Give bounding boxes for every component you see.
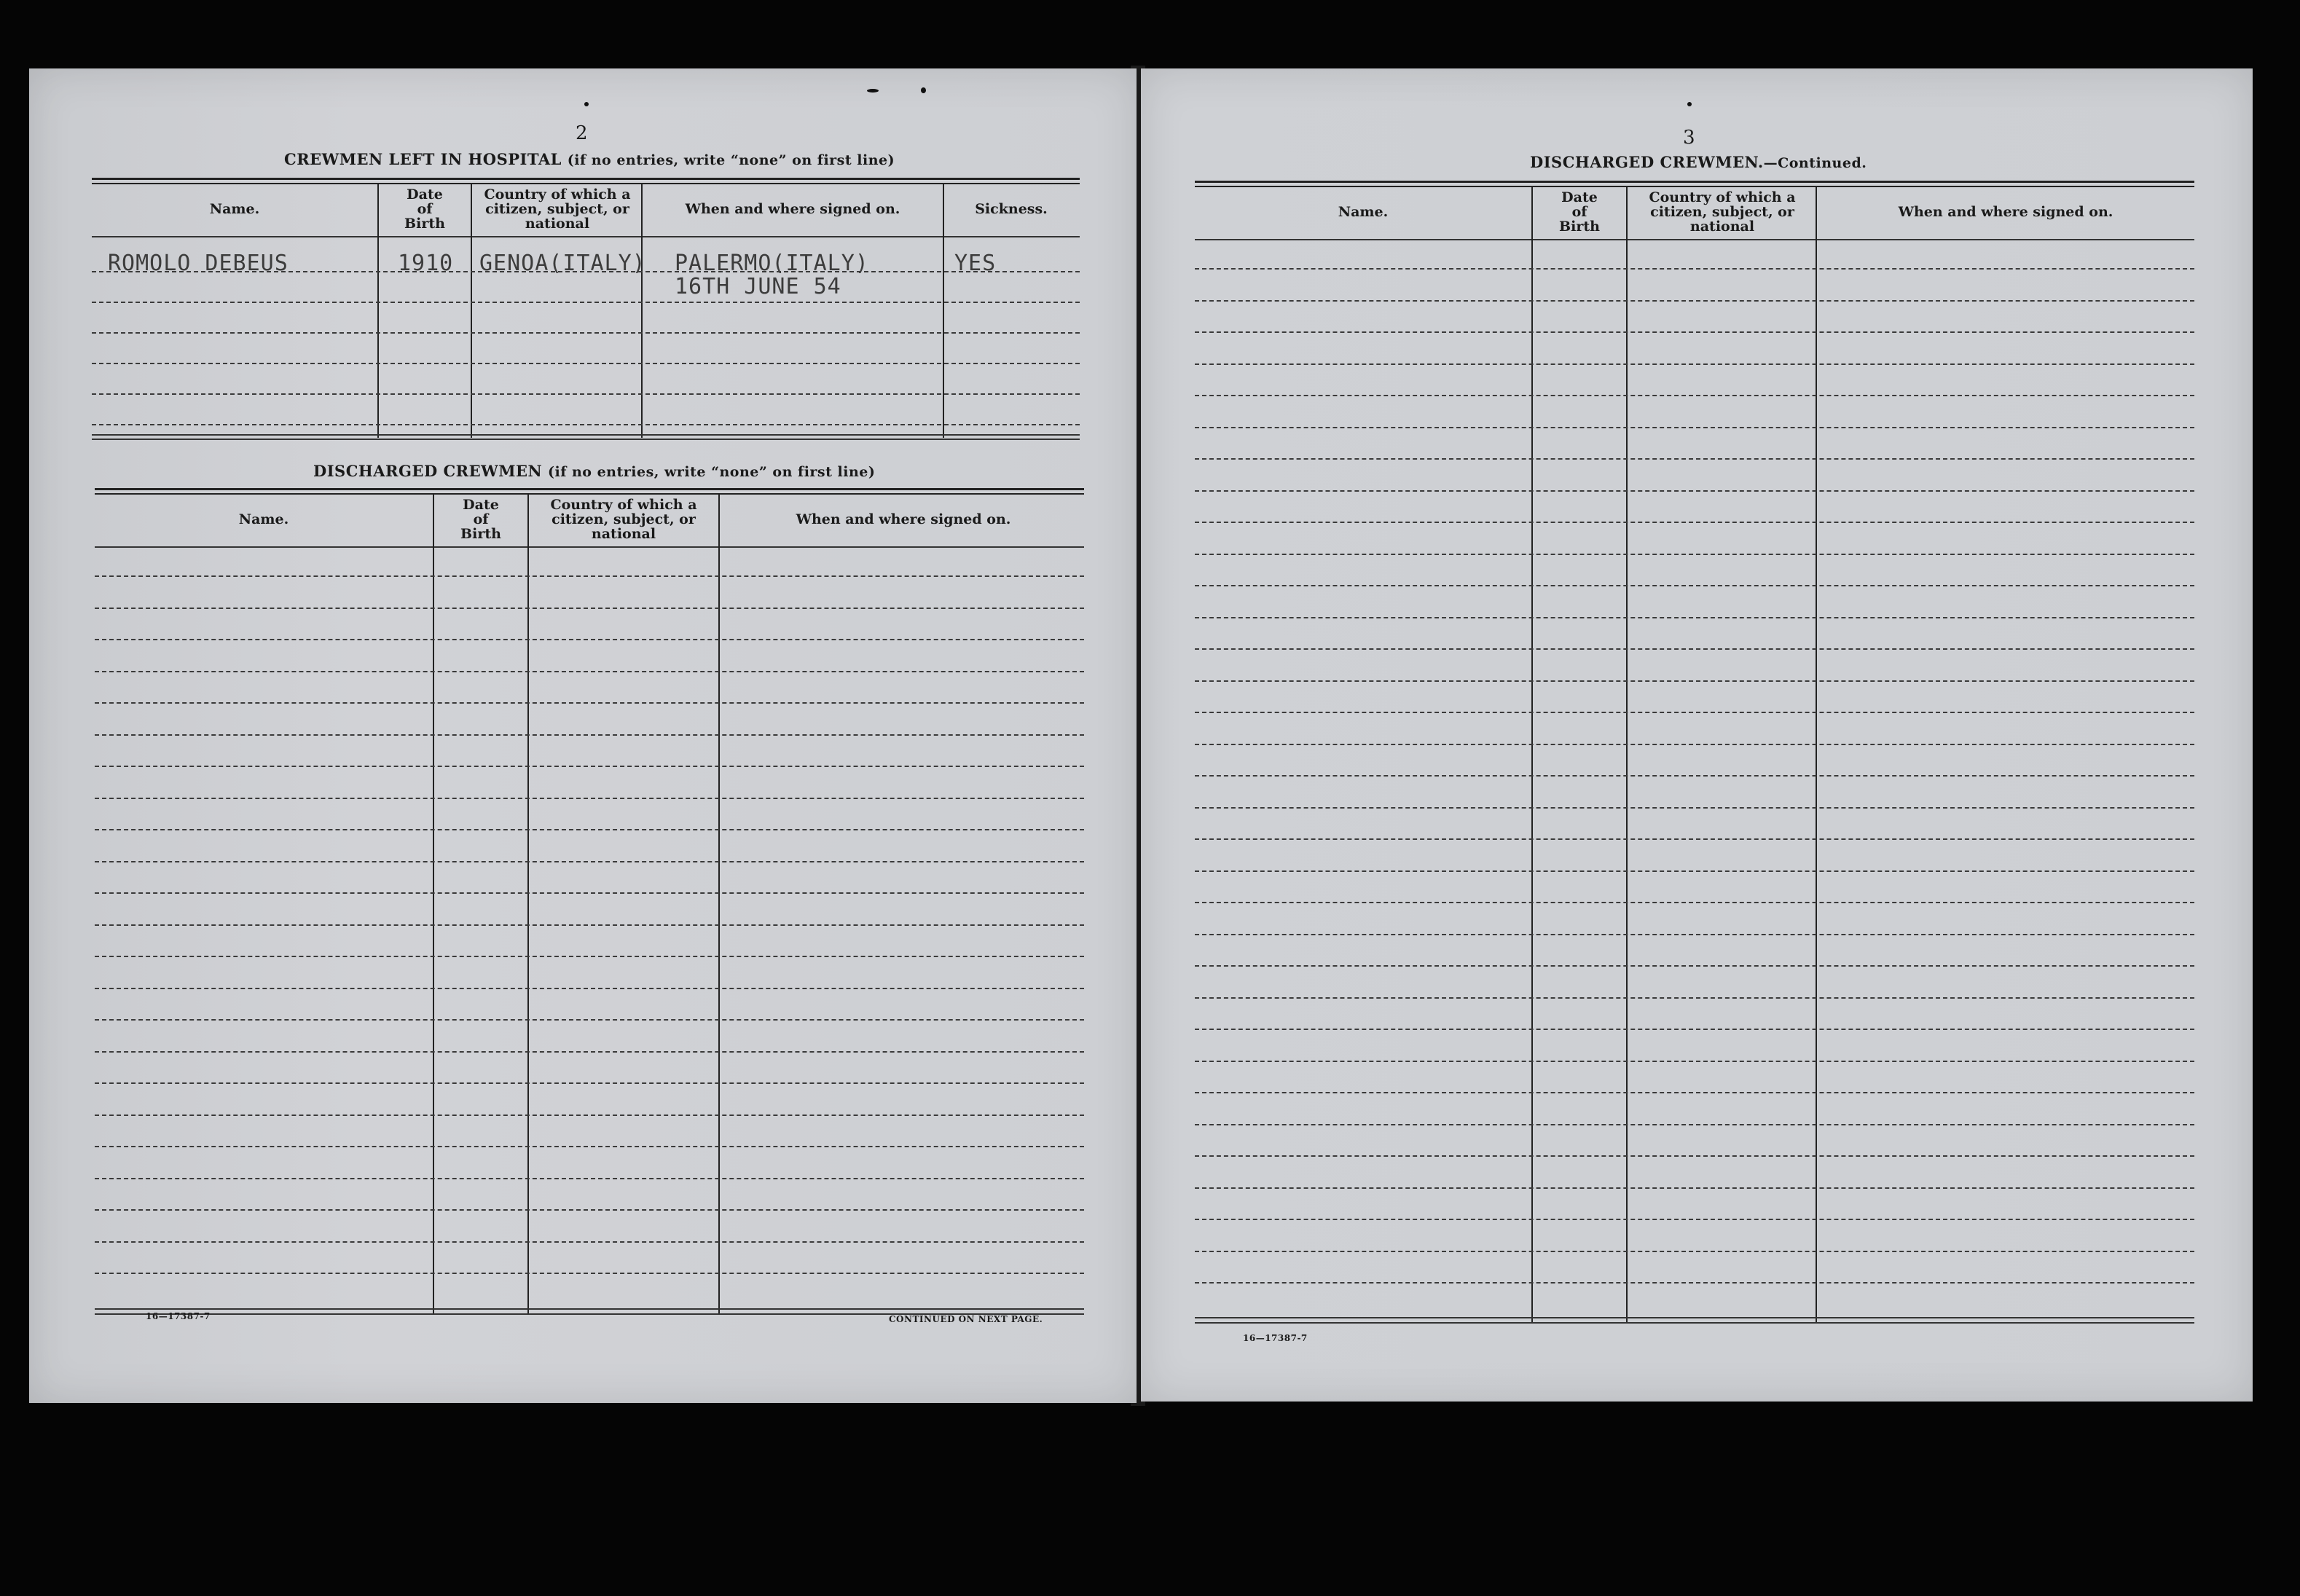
column-header: Country of which a citizen, subject, or national	[550, 497, 697, 542]
column-header: Date of Birth	[1559, 189, 1600, 235]
discharged-title: DISCHARGED CREWMEN	[313, 462, 543, 480]
entry-line	[1195, 395, 2194, 396]
column-divider	[718, 493, 720, 1313]
column-header: When and where signed on.	[685, 201, 900, 217]
entry-line	[1195, 1282, 2194, 1284]
continued-note: CONTINUED ON NEXT PAGE.	[889, 1314, 1043, 1324]
entry-line	[92, 393, 1080, 395]
crewman-country: GENOA(ITALY)	[479, 251, 646, 276]
hospital-title: CREWMEN LEFT IN HOSPITAL	[284, 150, 562, 168]
table-rule	[92, 439, 1080, 440]
table-rule	[1195, 1317, 2194, 1318]
entry-line	[92, 332, 1080, 334]
entry-line	[95, 1082, 1084, 1084]
column-divider	[1626, 186, 1628, 1322]
hospital-section-title	[284, 150, 895, 168]
form-number: 16—17387-7	[146, 1311, 211, 1321]
discharged-section-title	[313, 462, 875, 480]
crewman-name: ROMOLO DEBEUS	[108, 251, 289, 276]
entry-line	[95, 1273, 1084, 1274]
crewman-birth: 1910	[398, 251, 454, 276]
crewman-signed-date: 16TH JUNE 54	[675, 274, 841, 299]
entry-line	[1195, 1187, 2194, 1189]
entry-line	[95, 892, 1084, 894]
table-rule	[1195, 1322, 2194, 1324]
entry-line	[95, 1146, 1084, 1147]
entry-line	[1195, 458, 2194, 460]
entry-line	[1195, 934, 2194, 935]
entry-line	[1195, 268, 2194, 270]
entry-line	[95, 1209, 1084, 1211]
left-page	[29, 68, 1137, 1403]
table-rule	[92, 183, 1080, 184]
table-rule	[92, 178, 1080, 180]
column-divider	[377, 183, 379, 438]
table-rule	[95, 1308, 1084, 1310]
right-page	[1141, 68, 2253, 1402]
column-header: Date of Birth	[404, 186, 445, 232]
continued-title: DISCHARGED CREWMEN.	[1530, 153, 1764, 171]
entry-line	[1195, 300, 2194, 302]
entry-line	[1195, 585, 2194, 586]
entry-line	[92, 302, 1080, 303]
entry-line	[1195, 1029, 2194, 1030]
entry-line	[92, 363, 1080, 364]
header-rule	[92, 236, 1080, 237]
header-rule	[95, 546, 1084, 548]
entry-line	[1195, 490, 2194, 492]
entry-line	[1195, 807, 2194, 809]
column-header: When and where signed on.	[1898, 204, 2113, 220]
column-header: Date of Birth	[460, 497, 501, 542]
ink-speck	[1687, 102, 1692, 106]
column-header: Sickness.	[975, 201, 1048, 217]
column-header: Name.	[209, 201, 260, 217]
entry-line	[95, 1241, 1084, 1243]
table-rule	[95, 493, 1084, 495]
entry-line	[95, 702, 1084, 704]
entry-line	[95, 575, 1084, 577]
entry-line	[95, 1115, 1084, 1116]
entry-line	[95, 861, 1084, 862]
entry-line	[1195, 775, 2194, 777]
entry-line	[1195, 965, 2194, 967]
entry-line	[1195, 1061, 2194, 1062]
entry-line	[1195, 902, 2194, 903]
entry-line	[1195, 1155, 2194, 1157]
column-divider	[1531, 186, 1533, 1322]
continued-section-title	[1530, 153, 1867, 171]
entry-line	[1195, 648, 2194, 650]
column-divider	[641, 183, 643, 438]
entry-line	[1195, 680, 2194, 682]
entry-line	[1195, 363, 2194, 365]
column-divider	[433, 493, 434, 1313]
entry-line	[95, 671, 1084, 672]
entry-line	[1195, 870, 2194, 872]
table-rule	[1195, 181, 2194, 183]
column-header: When and where signed on.	[796, 511, 1011, 527]
entry-line	[1195, 744, 2194, 745]
hospital-table	[92, 178, 1080, 510]
column-divider	[471, 183, 472, 438]
page-number: 3	[1683, 127, 1695, 149]
entry-line	[1195, 427, 2194, 428]
discharged-table-continued	[1195, 181, 2194, 1324]
entry-line	[95, 956, 1084, 957]
entry-line	[1195, 522, 2194, 523]
column-divider	[527, 493, 529, 1313]
entry-line	[1195, 1251, 2194, 1252]
entry-line	[95, 924, 1084, 926]
column-header: Name.	[1338, 204, 1389, 220]
entry-line	[95, 639, 1084, 640]
entry-line	[1195, 997, 2194, 999]
entry-line	[92, 424, 1080, 425]
ink-speck	[584, 102, 589, 106]
form-number: 16—17387-7	[1243, 1333, 1308, 1343]
entry-line	[1195, 1219, 2194, 1220]
entry-line	[95, 1019, 1084, 1021]
entry-line	[1195, 554, 2194, 555]
discharged-table	[95, 488, 1084, 1326]
ink-speck	[921, 87, 926, 93]
entry-line	[1195, 838, 2194, 840]
entry-line	[1195, 712, 2194, 713]
column-header: Country of which a citizen, subject, or national	[1649, 189, 1796, 235]
entry-line	[95, 1178, 1084, 1179]
entry-line	[95, 608, 1084, 609]
entry-line	[1195, 1124, 2194, 1125]
entry-line	[1195, 331, 2194, 333]
table-rule	[95, 488, 1084, 490]
column-header: Name.	[238, 511, 289, 527]
table-rule	[92, 434, 1080, 436]
entry-line	[1195, 617, 2194, 618]
crewman-signed-place: PALERMO(ITALY)	[675, 251, 869, 276]
column-header: Country of which a citizen, subject, or national	[484, 186, 631, 232]
entry-line	[95, 734, 1084, 736]
entry-line	[95, 988, 1084, 989]
entry-line	[95, 829, 1084, 830]
continued-suffix: —Continued.	[1763, 155, 1867, 171]
crewman-sickness: YES	[954, 251, 997, 276]
column-divider	[1816, 186, 1817, 1322]
entry-line	[95, 1051, 1084, 1053]
hospital-subtitle: (if no entries, write “none” on first line)	[567, 152, 895, 168]
entry-line	[1195, 1092, 2194, 1093]
table-rule	[1195, 186, 2194, 187]
column-divider	[943, 183, 944, 438]
ink-speck	[867, 89, 879, 93]
header-rule	[1195, 239, 2194, 240]
page-number: 2	[576, 122, 588, 144]
entry-line	[95, 798, 1084, 799]
discharged-subtitle: (if no entries, write “none” on first line)	[547, 464, 876, 480]
entry-line	[95, 766, 1084, 767]
